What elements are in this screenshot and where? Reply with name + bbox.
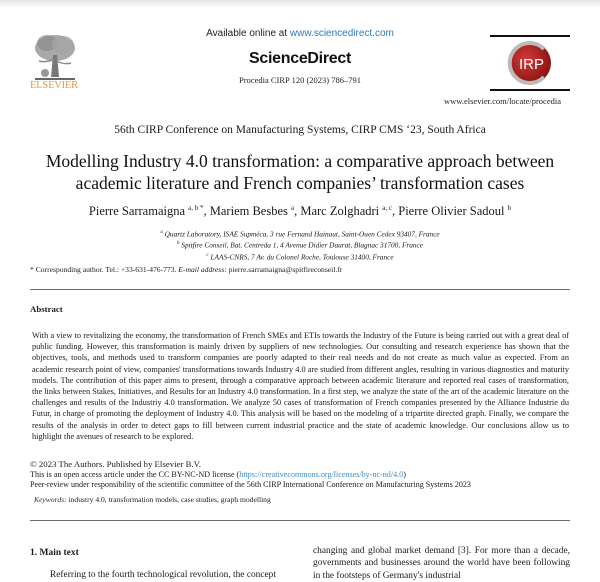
cirp-emblem-icon <box>500 39 560 87</box>
affiliations <box>0 228 600 262</box>
cirp-bottom-rule <box>490 89 570 91</box>
elsevier-wordmark: ELSEVIER <box>30 80 78 91</box>
divider <box>30 520 570 521</box>
author-email[interactable]: pierre.sarramaigna@spitfireconseil.fr <box>226 265 343 274</box>
affiliation: $^b$ Spitfire Conseil, Bat. Centreda 1, 4 Avenue Didier Daurat, Blagnac 31700, France <box>176 240 424 250</box>
body-text-left-column: Referring to the fourth technological revolution, the concept <box>50 570 276 580</box>
available-online-line: Available online at www.sciencedirect.com <box>206 28 394 39</box>
corresponding-author-note: * Corresponding author. Tel.: +33-631-476-773. E-mail address: pierre.sarramaigna@spitfireconseil.fr <box>30 265 343 274</box>
abstract-heading: Abstract <box>30 304 63 314</box>
copyright-block <box>30 459 590 490</box>
author: Pierre Sarramaigna $^{a, b *}$, <box>88 204 210 219</box>
keywords: Keywords: industry 4.0, transformation models, case studies, graph modelling <box>34 495 271 504</box>
sciencedirect-link[interactable]: www.sciencedirect.com <box>289 28 394 39</box>
locate-url[interactable]: www.elsevier.com/locate/procedia <box>444 96 561 106</box>
journal-citation: Procedia CIRP 120 (2023) 786–791 <box>239 75 361 85</box>
license-line: This is an open access article under the CC BY-NC-ND license (https://creativecommons.org/licenses/by-nc-nd/4.0) <box>30 470 406 479</box>
elsevier-tree-icon <box>33 33 77 81</box>
divider <box>30 289 570 290</box>
svg-text:IRP: IRP <box>519 56 545 73</box>
viewer-top-shadow <box>0 0 600 8</box>
conference-line: 56th CIRP Conference on Manufacturing Systems, CIRP CMS ‘23, South Africa <box>114 124 486 136</box>
affiliation: $^c$ LAAS-CNRS, 7 Av. du Colonel Roche, Toulouse 31400, France <box>206 252 394 262</box>
abstract-body: With a view to revitalizing the economy, the transformation of French SMEs and ETIs towards the Industry of the Future is being carried out with a great deal of public funding. However, this transformation is mainly driven by suppliers of new technologies. Our consulting and research experience has shown that the objectives, tools, and methods used to transform companies are poorly adapted to their real needs and do not create as much value as expected. From an academic research point of view, companies' transformations towards Industry 4.0 are studied from different angles, resulting in various diagnostics and maturity models. The contribution of this paper aims to present, through a comparative approach between academic literature and reported real cases of transformation, the links between Stakes, Initiatives, and Results for an Industry 4.0 transformation. In a first step, we analyze the state of the art of the academic literature on the challenges and results of the Industriy 4.0 transformation. We analyze 50 cases of transformation of French companies presented by the Alliance Industrie du Futur, in charge of promoting the deployment of Industry 4.0. This analysis will be based on the modeling of a tripartite directed graph. Finally, we compare the results of the analysis in order to detect gaps to fill between current industrial practice and the state of academic knowledge. Our conclusions allow us to highlight the avenues of research to be explored. <box>32 331 569 441</box>
affiliation: $^a$ Quartz Laboratory, ISAE Supméca, 3 rue Fernand Hainaut, Saint-Ouen Cedex 93407, France <box>160 229 440 239</box>
elsevier-logo <box>30 33 80 93</box>
section-heading: 1. Main text <box>30 548 79 558</box>
author: Pierre Olivier Sadoul $^b$ <box>398 204 512 219</box>
sciencedirect-wordmark: ScienceDirect <box>249 50 351 67</box>
copyright-line: © 2023 The Authors. Published by Elsevier B.V. <box>30 459 202 469</box>
author-list <box>0 204 600 219</box>
paper-title: Modelling Industry 4.0 transformation: a comparative approach between academic literature and French companies’ transformation cases <box>45 151 555 193</box>
license-link[interactable]: https://creativecommons.org/licenses/by-nc-nd/4.0 <box>239 470 404 479</box>
peer-review-line: Peer-review under responsibility of the scientific committee of the 56th CIRP International Conference on Manufacturing Systems 2023 <box>30 480 471 489</box>
cirp-top-rule <box>490 35 570 37</box>
body-text-right-column: changing and global market demand [3]. For more than a decade, governments and businesses around the world have been following in the footsteps of Germany's industrial <box>313 546 570 581</box>
author: Mariem Besbes $^a$, <box>209 204 301 219</box>
author: Marc Zolghadri $^{a, c}$, <box>300 204 399 219</box>
cirp-logo <box>490 33 570 93</box>
journal-masthead <box>200 28 400 85</box>
